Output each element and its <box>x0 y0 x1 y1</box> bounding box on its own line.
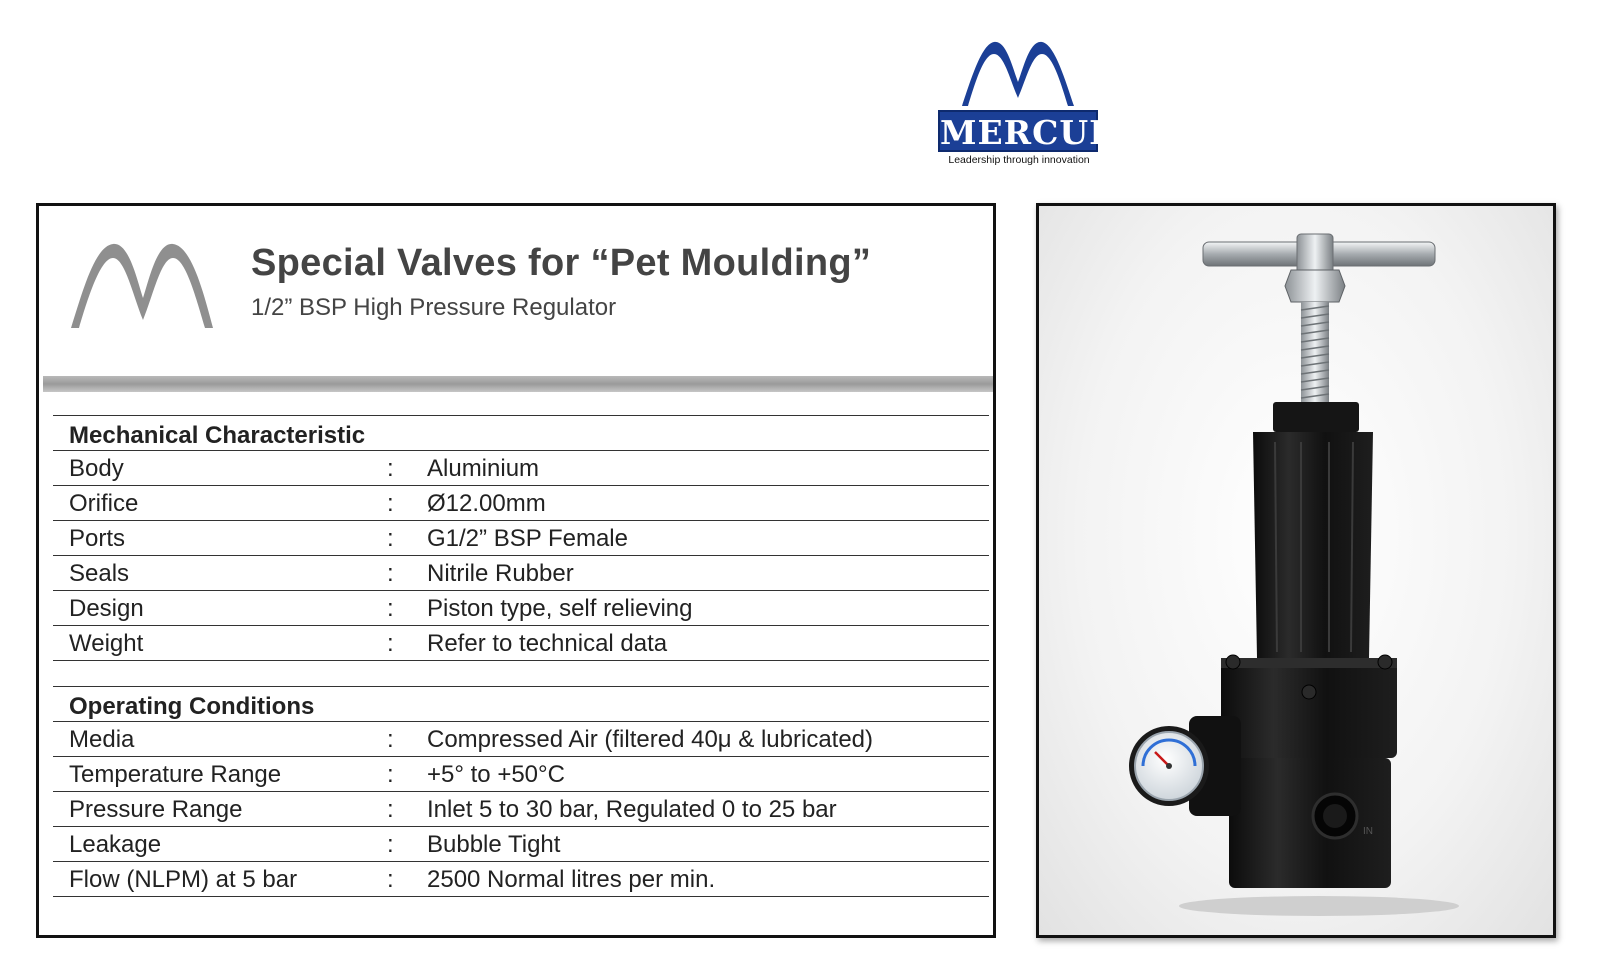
row-separator: : <box>387 866 394 893</box>
row-label: Weight <box>69 630 144 657</box>
table-row <box>53 757 989 792</box>
row-label: Media <box>69 726 135 753</box>
section-heading: Mechanical Characteristic <box>53 415 989 451</box>
row-label: Pressure Range <box>69 796 243 823</box>
page-title: Special Valves for “Pet Moulding” <box>251 242 872 284</box>
row-label: Leakage <box>69 831 162 858</box>
row-value: Aluminium <box>427 455 540 482</box>
product-photo <box>1036 203 1556 938</box>
table-row <box>53 451 989 486</box>
port-label: IN <box>1363 826 1373 837</box>
table-row <box>53 591 989 626</box>
row-value: G1/2” BSP Female <box>427 525 628 552</box>
row-value: 2500 Normal litres per min. <box>427 866 716 893</box>
row-value: +5° to +50°C <box>427 761 565 788</box>
row-value: Ø12.00mm <box>427 490 546 517</box>
row-separator: : <box>387 595 394 622</box>
row-value: Piston type, self relieving <box>427 595 693 622</box>
row-separator: : <box>387 796 394 823</box>
brand-tagline: Leadership through innovation <box>948 154 1090 166</box>
table-row <box>53 862 989 897</box>
row-separator: : <box>387 831 394 858</box>
brand-logo <box>938 36 1142 172</box>
row-label: Ports <box>69 525 126 552</box>
spec-sheet <box>36 203 996 938</box>
row-label: Design <box>69 595 144 622</box>
row-label: Body <box>69 455 124 482</box>
row-label: Temperature Range <box>69 761 282 788</box>
section-heading: Operating Conditions <box>53 686 989 722</box>
row-value: Bubble Tight <box>427 831 561 858</box>
row-separator: : <box>387 560 394 587</box>
table-row <box>53 722 989 757</box>
table-row <box>53 827 989 862</box>
table-row <box>53 556 989 591</box>
operating-section <box>53 686 989 897</box>
page-subtitle: 1/2” BSP High Pressure Regulator <box>251 294 617 321</box>
row-separator: : <box>387 525 394 552</box>
row-separator: : <box>387 490 394 517</box>
table-row <box>53 792 989 827</box>
pressure-regulator-icon <box>1039 206 1553 935</box>
row-value: Compressed Air (filtered 40μ & lubricated) <box>427 726 874 753</box>
row-label: Seals <box>69 560 130 587</box>
table-row <box>53 486 989 521</box>
row-value: Inlet 5 to 30 bar, Regulated 0 to 25 bar <box>427 796 837 823</box>
table-row <box>53 521 989 556</box>
mercury-m-logo-icon <box>960 36 1076 108</box>
row-label: Flow (NLPM) at 5 bar <box>69 866 298 893</box>
row-value: Nitrile Rubber <box>427 560 574 587</box>
divider-band <box>43 376 993 392</box>
row-separator: : <box>387 630 394 657</box>
table-row <box>53 626 989 661</box>
row-label: Orifice <box>69 490 139 517</box>
row-separator: : <box>387 761 394 788</box>
row-value: Refer to technical data <box>427 630 668 657</box>
row-separator: : <box>387 726 394 753</box>
brand-name: MERCURY <box>938 110 1098 152</box>
m-logo-icon <box>69 240 215 332</box>
mechanical-section <box>53 415 989 661</box>
row-separator: : <box>387 455 394 482</box>
